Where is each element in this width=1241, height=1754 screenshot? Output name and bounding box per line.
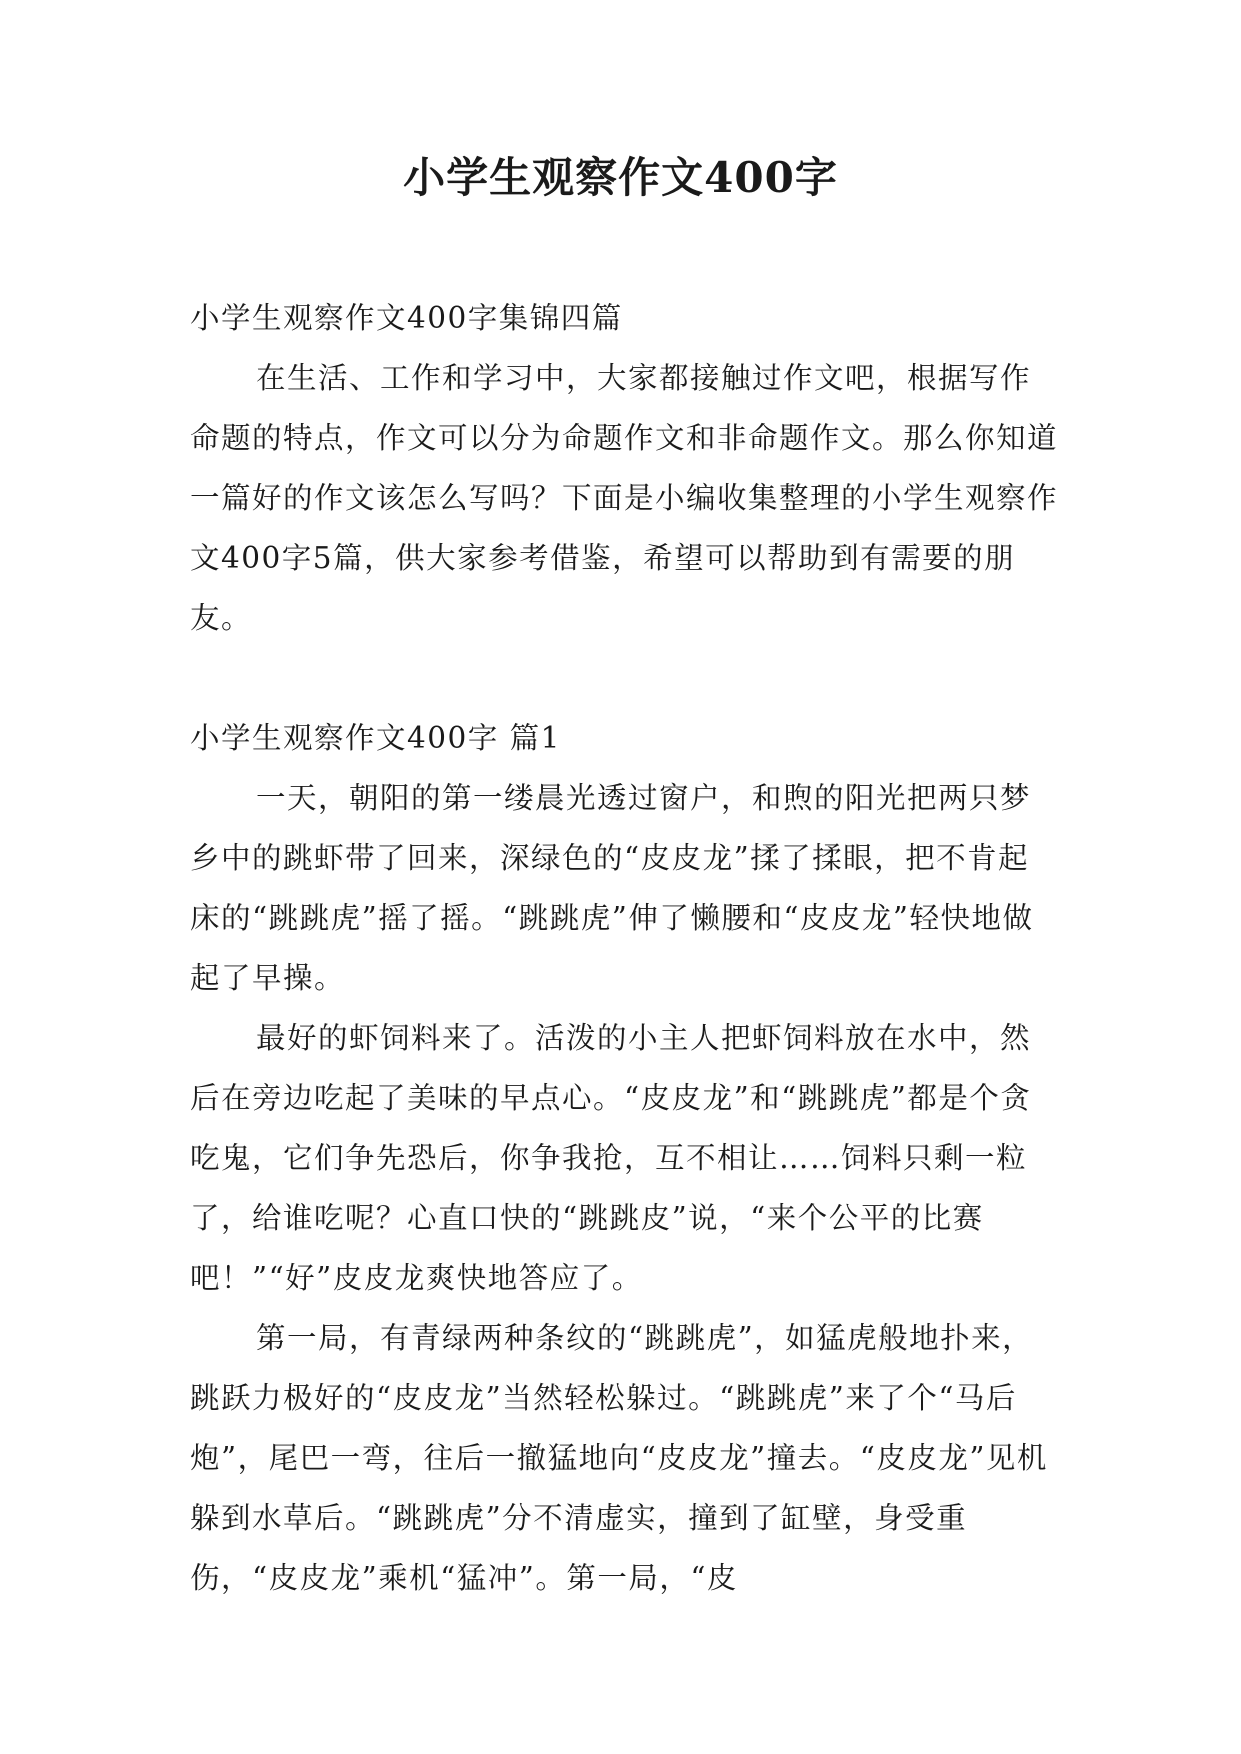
intro-paragraph: 在生活、工作和学习中，大家都接触过作文吧，根据写作命题的特点，作文可以分为命题作文和非命题作文。那么你知道一篇好的作文该怎么写吗？下面是小编收集整理的小学生观察作文400字5篇，供大家参考借鉴，希望可以帮助到有需要的朋友。	[190, 361, 1059, 635]
section-spacer	[190, 648, 1058, 708]
body-paragraph-2: 最好的虾饲料来了。活泼的小主人把虾饲料放在水中，然后在旁边吃起了美味的早点心。“皮皮龙”和“跳跳虎”都是个贪吃鬼，它们争先恐后，你争我抢，互不相让……饲料只剩一粒了，给谁吃呢？心直口快的“跳跳皮”说，“来个公平的比赛吧！”“好”皮皮龙爽快地答应了。	[190, 1021, 1032, 1295]
collection-heading: 小学生观察作文400字集锦四篇	[190, 301, 623, 335]
body-paragraph-3: 第一局，有青绿两种条纹的“跳跳虎”，如猛虎般地扑来，跳跃力极好的“皮皮龙”当然轻松躲过。“跳跳虎”来了个“马后炮”，尾巴一弯，往后一撤猛地向“皮皮龙”撞去。“皮皮龙”见机躲到水草后。“跳跳虎”分不清虚实，撞到了缸壁，身受重伤，“皮皮龙”乘机“猛冲”。第一局，“皮	[190, 1321, 1048, 1595]
document-title: 小学生观察作文400字	[403, 153, 838, 202]
body-paragraph-1: 一天，朝阳的第一缕晨光透过窗户，和煦的阳光把两只梦乡中的跳虾带了回来，深绿色的“皮皮龙”揉了揉眼，把不肯起床的“跳跳虎”摇了摇。“跳跳虎”伸了懒腰和“皮皮龙”轻快地做起了早操。	[190, 781, 1034, 995]
section-heading: 小学生观察作文400字 篇1	[190, 721, 561, 755]
document-body	[190, 288, 1058, 1608]
